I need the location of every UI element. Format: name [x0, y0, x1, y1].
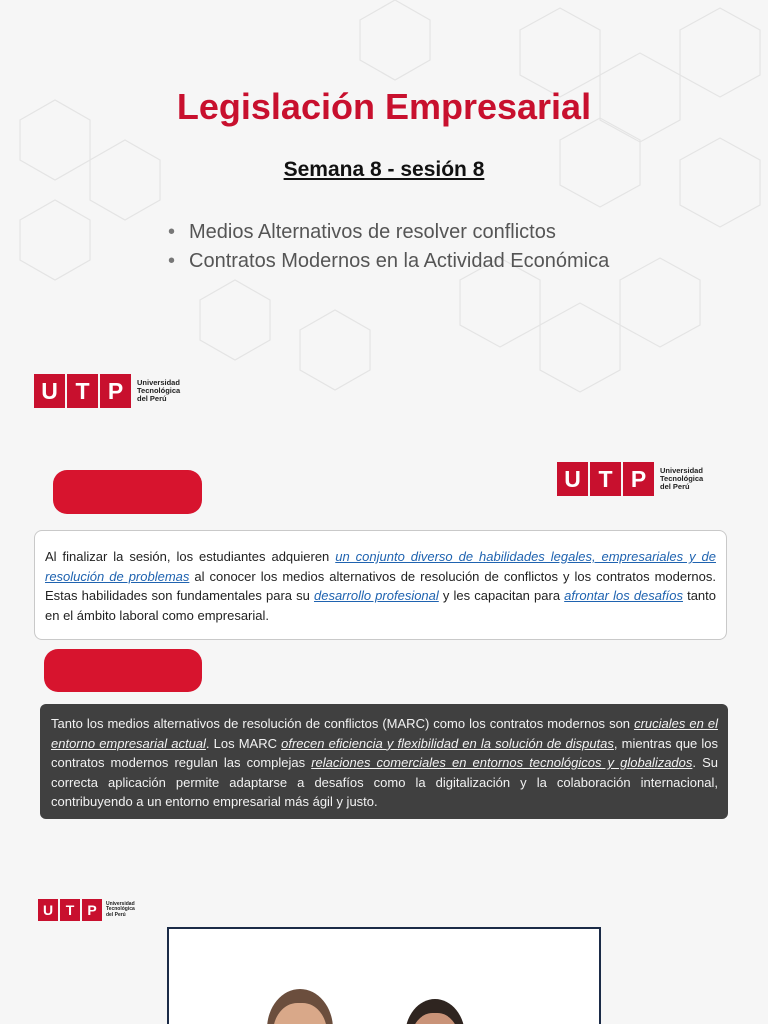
objective-link-challenges[interactable]: afrontar los desafíos — [564, 588, 683, 603]
logo-line: del Perú — [660, 482, 690, 492]
logo-line: Universidad — [660, 465, 703, 475]
objective-link-skills[interactable]: un conjunto diverso de habilidades legales, empresariales y de resolución de problemas — [45, 549, 716, 584]
logo-line: Tecnológica — [660, 473, 704, 483]
section-pill-objective — [53, 470, 202, 514]
logo-line: Tecnológica — [137, 385, 181, 395]
objective-text: tanto en el ámbito laboral como empresarial. — [45, 588, 716, 623]
logo-letter-u: U — [557, 462, 588, 496]
objective-link-development[interactable]: desarrollo profesional — [313, 588, 439, 603]
logo-letter-p: P — [82, 899, 102, 921]
importance-box — [40, 704, 728, 819]
logo-line: Universidad — [137, 377, 180, 387]
objective-text: y les capacitan para — [438, 588, 565, 603]
logo-line: del Perú — [106, 911, 126, 918]
topic-item: • Medios Alternativos de resolver conflictos — [168, 218, 609, 247]
topic-list — [168, 218, 609, 276]
utp-logo — [38, 899, 135, 921]
logo-line: del Perú — [137, 394, 167, 404]
objective-text: al conocer los medios alternativos de resolución de conflictos y los contratos modernos. Estas habilidades son fundamentales para su — [45, 568, 716, 603]
utp-logo — [557, 462, 703, 496]
objective-box — [34, 530, 727, 640]
importance-text: Tanto los medios alternativos de resolución de conflictos (MARC) como los contratos modernos son — [51, 716, 635, 731]
logo-line: Universidad — [106, 900, 135, 907]
importance-text: . Su correcta aplicación permite adaptarse a desafíos como la digitalización y la colaboración internacional, contribuyendo a un entorno empresarial más ágil y justo. — [51, 755, 719, 810]
logo-letter-u: U — [38, 899, 58, 921]
logo-text — [660, 467, 703, 492]
logo-letter-t: T — [67, 374, 98, 408]
logo-letter-u: U — [34, 374, 65, 408]
logo-line: Tecnológica — [106, 906, 135, 913]
importance-emphasis: relaciones comerciales en entornos tecnológicos y globalizados — [311, 755, 693, 771]
logo-letter-t: T — [590, 462, 621, 496]
section-pill-importance — [44, 649, 202, 692]
slide-title: Legislación Empresarial — [176, 86, 592, 127]
importance-emphasis: ofrecen eficiencia y flexibilidad en la solución de disputas — [281, 735, 614, 751]
logo-letter-p: P — [623, 462, 654, 496]
session-subtitle: Semana 8 - sesión 8 — [283, 158, 485, 181]
topic-item: • Contratos Modernos en la Actividad Económica — [168, 247, 609, 276]
people-photo — [167, 927, 601, 1024]
logo-letter-p: P — [100, 374, 131, 408]
utp-logo — [34, 374, 180, 408]
importance-text: , mientras que los contratos modernos regulan las complejas — [51, 735, 719, 771]
importance-emphasis: cruciales en el entorno empresarial actual — [51, 716, 718, 751]
logo-text — [137, 379, 180, 404]
importance-text: . Los MARC — [205, 735, 282, 751]
objective-text: Al finalizar la sesión, los estudiantes adquieren — [45, 549, 336, 564]
logo-letter-t: T — [60, 899, 80, 921]
logo-text — [106, 902, 135, 919]
